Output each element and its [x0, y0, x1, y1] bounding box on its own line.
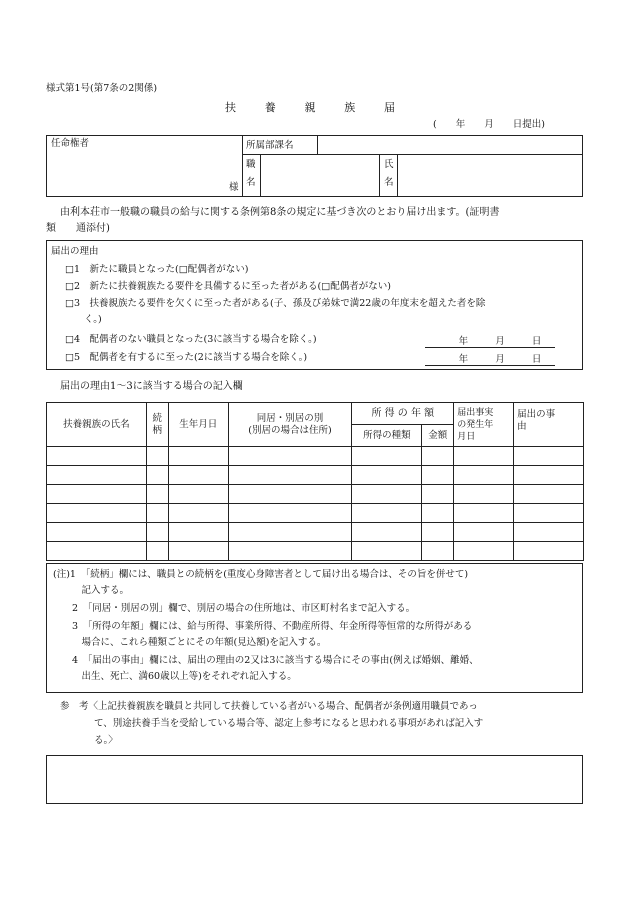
header-reason-2: 由	[517, 421, 527, 432]
reason-item-1[interactable]: □1 新たに職員となった(□配偶者がない)	[65, 264, 249, 275]
header-relation	[146, 403, 168, 447]
month-label: 月	[495, 336, 505, 347]
reason-5-date[interactable]	[425, 351, 555, 366]
reason-item-5[interactable]: □5 配偶者を有するに至った(2に該当する場合を除く。)	[65, 352, 308, 363]
reasons-label: 届出の理由	[51, 246, 99, 257]
note-line: 出生、死亡、満60歳以上等)をそれぞれ記入する。	[53, 671, 297, 682]
header-date-1: 届出事実	[457, 407, 494, 418]
table-row	[47, 447, 584, 466]
notes-box	[46, 563, 583, 693]
form-number: 様式第1号(第7条の2関係)	[46, 83, 158, 94]
table-caption: 届出の理由1～3に該当する場合の記入欄	[60, 381, 243, 392]
table-row	[47, 466, 584, 485]
header-relation-1: 続	[152, 412, 163, 424]
reference-input-box[interactable]	[46, 755, 583, 804]
header-cohab	[228, 403, 352, 447]
table-row	[47, 523, 584, 542]
header-income-type: 所得の種類	[352, 425, 422, 447]
reference-line-3: る。〉	[94, 735, 118, 746]
header-relation-2: 柄	[152, 424, 163, 436]
header-date-2: の発生年	[457, 419, 494, 430]
header-date-3: 月日	[457, 431, 476, 442]
table-row	[47, 485, 584, 504]
day-label: 日	[531, 336, 542, 347]
appointer-cell[interactable]	[47, 136, 243, 196]
appointer-label: 任命権者	[51, 138, 90, 149]
sama-label: 様	[229, 182, 239, 193]
year-label: 年	[458, 336, 469, 347]
intro-line-1: 由利本荘市一般職の職員の給与に関する条例第8条の規定に基づき次のとおり届け出ます。(証明書	[60, 207, 500, 218]
submission-date: ( 年 月 日提出)	[433, 119, 545, 130]
dependents-table	[46, 402, 584, 561]
reason-item-3[interactable]: □3 扶養親族たる要件を欠くに至った者がある(子、孫及び弟妹で満22歳の年度末を超えた者を除	[65, 298, 486, 309]
department-field[interactable]	[318, 136, 582, 154]
table-row	[47, 504, 584, 523]
title-char: 養	[264, 101, 276, 114]
department-row	[242, 136, 582, 155]
note-line: 記入する。	[53, 585, 130, 596]
day-label: 日	[531, 354, 542, 365]
note-line: 場合に、これら種類ごとにその年額(見込額)を記入する。	[53, 637, 327, 648]
table-row	[47, 542, 584, 561]
position-label-2: 名	[246, 177, 256, 188]
form-title	[225, 99, 395, 115]
title-char: 親	[304, 101, 316, 114]
name-field[interactable]	[398, 154, 582, 196]
header-amount: 金額	[422, 425, 454, 447]
header-reason	[514, 403, 584, 447]
title-char: 届	[384, 101, 395, 114]
header-income: 所 得 の 年 額	[352, 403, 454, 425]
reason-item-2[interactable]: □2 新たに扶養親族たる要件を具備するに至った者がある(□配偶者がない)	[65, 281, 391, 292]
header-cohab-2: (別居の場合は住所)	[248, 424, 332, 436]
year-label: 年	[458, 354, 469, 365]
name-label-1: 氏	[384, 159, 394, 170]
header-name: 扶養親族の氏名	[47, 403, 147, 447]
reason-4-date[interactable]	[425, 333, 555, 348]
note-line: 2 「同居・別居の別」欄で、別居の場合の住所地は、市区町村名まで記入する。	[53, 603, 416, 614]
note-line: 3 「所得の年額」欄には、給与所得、事業所得、不動産所得、年金所得等恒常的な所得がある	[53, 621, 473, 632]
applicant-box	[46, 135, 583, 197]
header-reason-1: 届出の事	[517, 409, 556, 420]
reason-item-4[interactable]: □4 配偶者のない職員となった(3に該当する場合を除く。)	[65, 334, 317, 345]
position-label-1: 職	[246, 159, 256, 170]
position-field[interactable]	[261, 154, 379, 196]
month-label: 月	[495, 354, 505, 365]
reasons-box	[46, 240, 583, 370]
note-line: (注)1 「続柄」欄には、職員との続柄を(重度心身障害者として届け出る場合は、その旨を併せて)	[53, 569, 469, 580]
position-name-row	[242, 154, 582, 196]
header-birth: 生年月日	[168, 403, 228, 447]
reason-item-3-cont: く。)	[65, 314, 102, 325]
department-label: 所属部課名	[246, 140, 294, 151]
intro-line-2: 類 通添付)	[46, 223, 110, 234]
reference-line-2: て、別途扶養手当を受給している場合等、認定上参考になると思われる事項があれば記入す	[94, 718, 484, 729]
title-char: 扶	[225, 101, 236, 114]
reference-line-1: 参 考〈上記扶養親族を職員と共同して扶養している者がいる場合、配偶者が条例適用職員であっ	[60, 701, 478, 712]
header-date	[454, 403, 514, 447]
title-char: 族	[344, 101, 356, 114]
header-cohab-1: 同居・別居の別	[256, 412, 324, 424]
name-label-2: 名	[384, 177, 394, 188]
note-line: 4 「届出の事由」欄には、届出の理由の2又は3に該当する場合にその事由(例えば婚姻、離婚、	[53, 655, 479, 666]
